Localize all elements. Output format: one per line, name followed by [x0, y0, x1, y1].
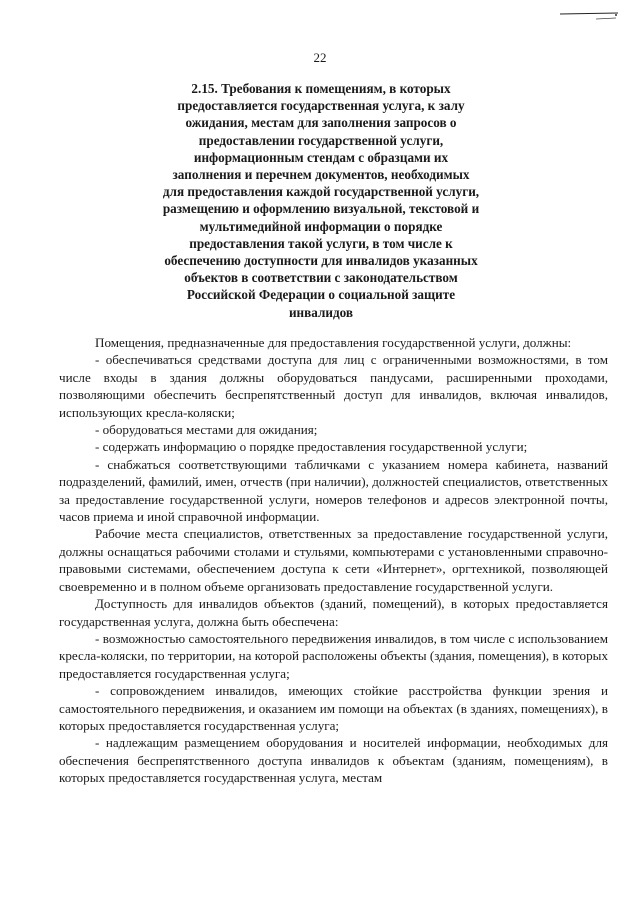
heading-line: обеспечению доступности для инвалидов указанных: [164, 253, 478, 269]
heading-line: инвалидов: [288, 304, 354, 320]
list-item: - снабжаться соответствующими табличками с указанием номера кабинета, названий подразделений, фамилий, имен, отчеств (при наличии), должностей специалистов, ответственных за предоставление государственной услуги, номеров телефонов и адресов электронной почты, часов приема и иной справочной информации.: [59, 456, 608, 525]
body-text: [59, 334, 608, 787]
scan-page-edge: [636, 0, 640, 905]
heading-line: размещению и оформлению визуальной, текстовой и: [162, 201, 480, 217]
list-item: - надлежащим размещением оборудования и носителей информации, необходимых для обеспечения беспрепятственного доступа инвалидов к объектам (зданиям, помещениям), в которых предоставляется государственная услуга, местам: [59, 735, 608, 786]
heading-line: предоставлении государственной услуги,: [198, 132, 444, 148]
page-number: 22: [313, 50, 327, 65]
heading-line: ожидания, местам для заполнения запросов о: [185, 115, 457, 131]
paragraph: Рабочие места специалистов, ответственных за предоставление государственной услуги, должны оснащаться рабочими столами и стульями, компьютерами с установленными справочно-правовыми системами, обеспечением доступа к сети «Интернет», оргтехникой, позволяющей своевременно и в полном объеме организовать предоставление государственной услуги.: [59, 526, 608, 594]
list-item: - содержать информацию о порядке предоставления государственной услуги;: [95, 439, 528, 455]
heading-line: мультимедийной информации о порядке: [199, 218, 443, 234]
heading-line: объектов в соответствии с законодательством: [184, 270, 458, 286]
heading-line: 2.15. Требования к помещениям, в которых: [191, 81, 451, 96]
list-item: - оборудоваться местами для ожидания;: [95, 422, 318, 438]
list-item: - сопровождением инвалидов, имеющих стойкие расстройства функции зрения и самостоятельного передвижения, и оказанием им помощи на объектах (в зданиях, помещениях), в которых предоставляется государственная услуга;: [59, 683, 608, 733]
paragraph: Доступность для инвалидов объектов (зданий, помещений), в которых предоставляется государственная услуга, должна быть обеспечена:: [59, 596, 608, 629]
heading-line: для предоставления каждой государственной услуги,: [162, 184, 480, 200]
list-item: - обеспечиваться средствами доступа для лиц с ограниченными возможностями, в том числе входы в здания должны оборудоваться пандусами, расширенными проходами, позволяющими обеспечить беспрепятственный доступ для инвалидов, включая инвалидов, использующих кресла-коляски;: [59, 352, 608, 420]
list-item: - возможностью самостоятельного передвижения инвалидов, в том числе с использованием кресла-коляски, по территории, на которой расположены объекты (здания, помещения), в которых предоставляется государственная услуга;: [59, 630, 608, 681]
scan-corner-mark: [560, 10, 618, 22]
paragraph: Помещения, предназначенные для предоставления государственной услуги, должны:: [95, 335, 572, 350]
heading-line: предоставления такой услуги, в том числе к: [189, 235, 453, 251]
heading-line: Российской Федерации о социальной защите: [186, 287, 456, 303]
heading-line: заполнения и перечнем документов, необходимых: [172, 167, 470, 183]
heading-line: предоставляется государственная услуга, к залу: [177, 98, 465, 114]
section-heading: [130, 80, 512, 321]
heading-line: информационным стендам с образцами их: [193, 149, 449, 165]
